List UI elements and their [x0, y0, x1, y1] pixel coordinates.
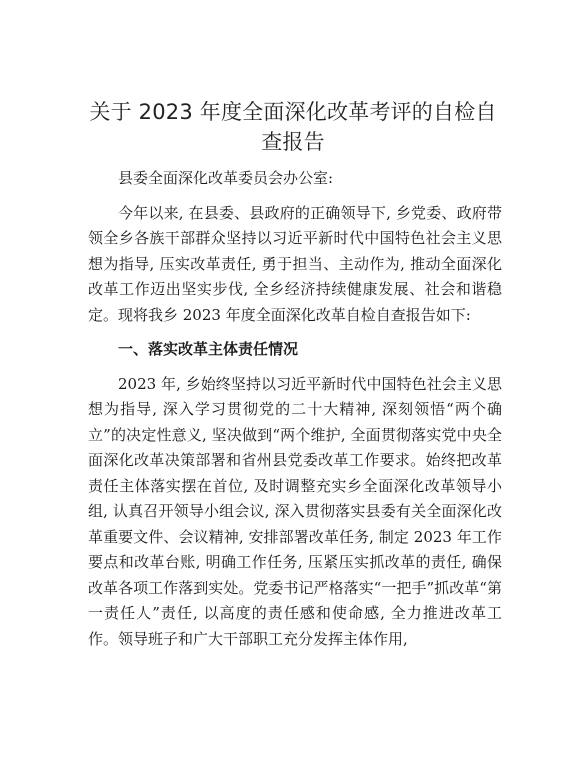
document-body	[88, 166, 502, 652]
salutation: 县委全面深化改革委员会办公室:	[118, 169, 334, 187]
section-paragraph: 2023 年, 乡始终坚持以习近平新时代中国特色社会主义思想为指导, 深入学习贯彻党的二十大精神, 深刻领悟“两个确立”的决定性意义, 坚决做到“两个维护, 全面贯彻落实党中央全面深化改革决策部署和省州县党委改革工作要求。始终把改革责任主体落实摆在首位, 及时调整充实乡全面深化改革领导小组, 认真召开领导小组会议, 深入贯彻落实县委有关全面深化改革重要文件、会议精神, 安排部署改革任务, 制定 2023 年工作要点和改革台账, 明确工作任务, 压紧压实抓改革的责任, 确保改革各项工作落到实处。党委书记严格落实“一把手”抓改革“第一责任人”责任, 以高度的责任感和使命感, 全力推进改革工作。领导班子和广大干部职工充分发挥主体作用,	[88, 374, 502, 648]
intro-paragraph: 今年以来, 在县委、县政府的正确领导下, 乡党委、政府带领全乡各族干部群众坚持以习近平新时代中国特色社会主义思想为指导, 压实改革责任, 勇于担当、主动作为, 推动全面深化改革工作迈出坚实步伐, 全乡经济持续健康发展、社会和谐稳定。现将我乡 2023 年度全面深化改革自检自查报告如下:	[88, 203, 502, 324]
document-title: 关于 2023 年度全面深化改革考评的自检自查报告	[89, 100, 497, 154]
section-heading: 一、落实改革主体责任情况	[118, 340, 299, 358]
